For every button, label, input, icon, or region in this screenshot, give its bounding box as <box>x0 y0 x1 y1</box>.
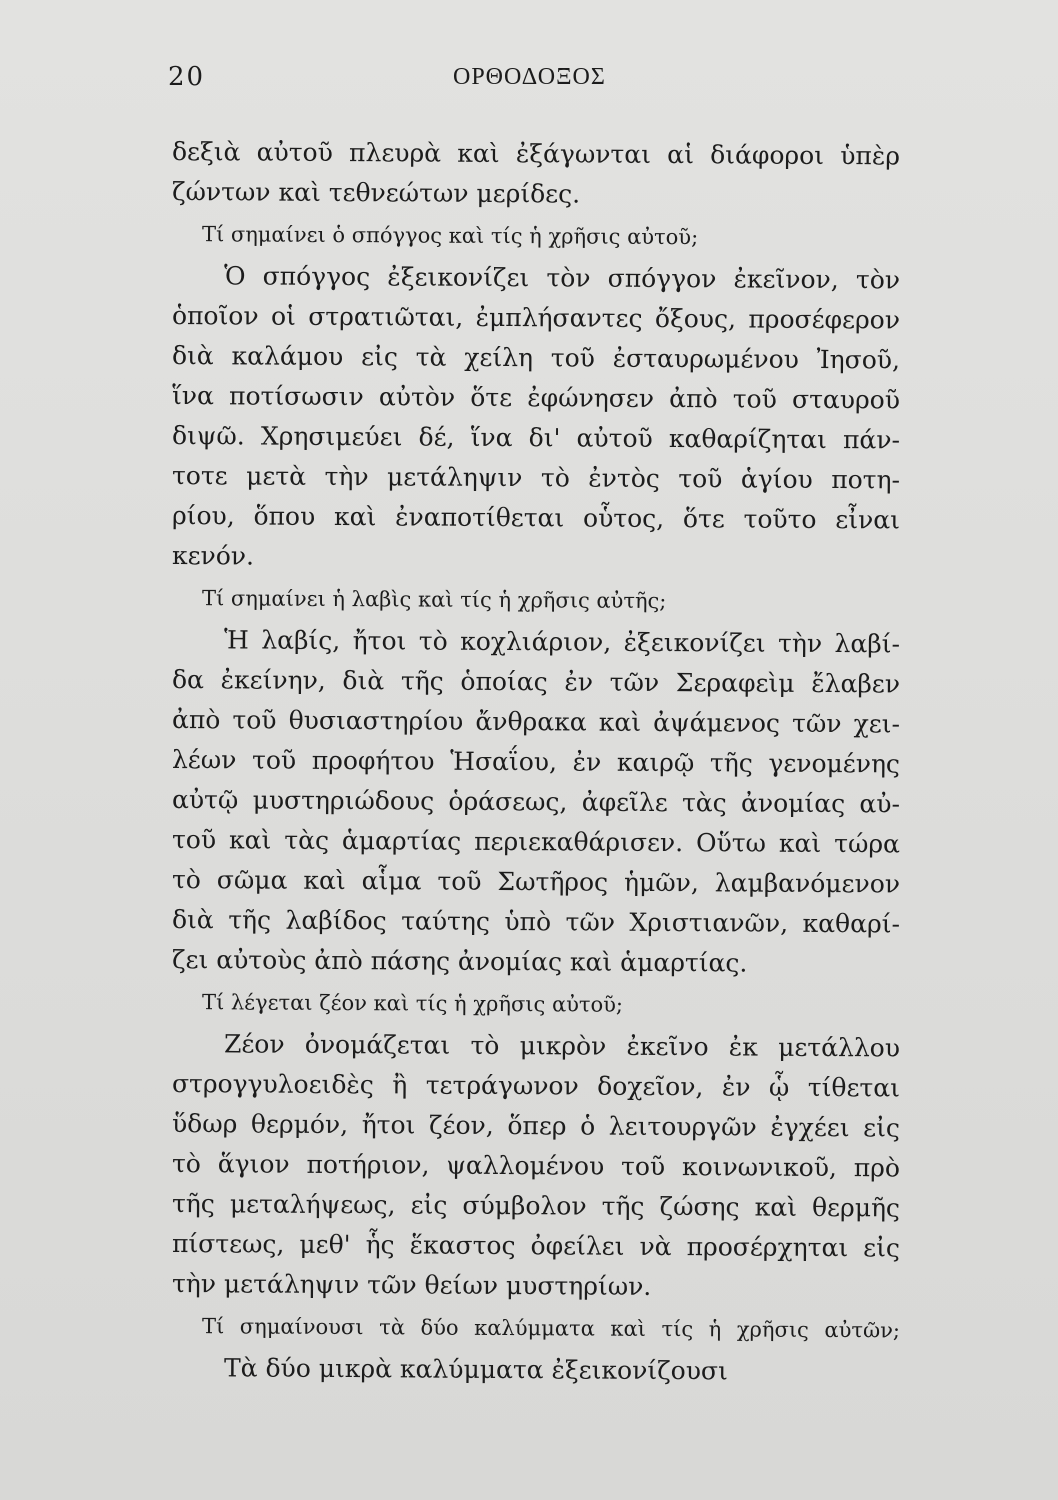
text-line: Ζέον ὀνομάζεται τὸ μικρὸν ἐκεῖνο ἐκ μετάλλου <box>223 1029 901 1063</box>
text-line: ζώντων καὶ τεθνεώτων μερίδες. <box>171 177 581 209</box>
body-text <box>172 132 900 1388</box>
text-line: τοτε μετὰ τὴν μετάληψιν τὸ ἐντὸς τοῦ ἁγίου ποτη- <box>171 461 901 495</box>
text-line: ἀπὸ τοῦ θυσιαστηρίου ἄνθρακα καὶ ἀψάμενος τῶν χει- <box>171 705 901 739</box>
text-line: ὕδωρ θερμόν, ἤτοι ζέον, ὅπερ ὁ λειτουργῶν ἐγχέει εἰς <box>171 1109 901 1143</box>
page-header <box>168 62 893 102</box>
text-line: τὴν μετάληψιν τῶν θείων μυστηρίων. <box>171 1269 652 1301</box>
text-line: δεξιὰ αὐτοῦ πλευρὰ καὶ ἐξάγωνται αἱ διάφοροι ὑπὲρ <box>171 137 901 171</box>
text-line: διὰ τῆς λαβίδος ταύτης ὑπὸ τῶν Χριστιανῶν, καθαρί- <box>171 905 901 939</box>
text-line: ζει αὐτοὺς ἀπὸ πάσης ἀνομίας καὶ ἁμαρτίας. <box>171 945 748 978</box>
text-line: ρίου, ὅπου καὶ ἐναποτίθεται οὗτος, ὅτε τοῦτο εἶναι <box>171 501 901 535</box>
question-line: Τί σημαίνουσι τὰ δύο καλύμματα καὶ τίς ἡ χρῆσις αὐτῶν; <box>201 1314 901 1343</box>
question-line: Τί σημαίνει ἡ λαβὶς καὶ τίς ἡ χρῆσις αὐτῆς; <box>201 586 667 614</box>
text-line: διὰ καλάμου εἰς τὰ χείλη τοῦ ἐσταυρωμένου Ἰησοῦ, <box>171 341 901 375</box>
text-line: Ὁ σπόγγος ἐξεικονίζει τὸν σπόγγον ἐκεῖνον, τὸν <box>223 261 901 295</box>
question-line: Τί σημαίνει ὁ σπόγγος καὶ τίς ἡ χρῆσις αὐτοῦ; <box>201 222 699 250</box>
page-number: 20 <box>168 62 206 92</box>
text-line: στρογγυλοειδὲς ἢ τετράγωνον δοχεῖον, ἐν ᾧ τίθεται <box>171 1069 901 1103</box>
text-line: ἵνα ποτίσωσιν αὐτὸν ὅτε ἐφώνησεν ἀπὸ τοῦ σταυροῦ <box>171 381 901 415</box>
text-line: αὐτῷ μυστηριώδους ὁράσεως, ἀφεῖλε τὰς ἀνομίας αὐ- <box>171 785 901 819</box>
text-line: ὁποῖον οἱ στρατιῶται, ἐμπλήσαντες ὄξους, προσέφερον <box>171 301 901 335</box>
text-line: κενόν. <box>171 541 255 571</box>
text-line: τῆς μεταλήψεως, εἰς σύμβολον τῆς ζώσης καὶ θερμῆς <box>171 1189 901 1223</box>
text-line: Τὰ δύο μικρὰ καλύμματα ἐξεικονίζουσι <box>223 1353 728 1386</box>
question-line: Τί λέγεται ζέον καὶ τίς ἡ χρῆσις αὐτοῦ; <box>201 990 624 1017</box>
text-line: Ἡ λαβίς, ἤτοι τὸ κοχλιάριον, ἐξεικονίζει τὴν λαβί- <box>223 625 901 659</box>
text-line: τοῦ καὶ τὰς ἁμαρτίας περιεκαθάρισεν. Οὕτω καὶ τώρα <box>171 825 901 859</box>
running-title: ΟΡΘΟΔΟΞΟΣ <box>453 64 606 90</box>
text-line: πίστεως, μεθ' ἧς ἕκαστος ὀφείλει νὰ προσέρχηται εἰς <box>171 1229 901 1263</box>
text-line: διψῶ. Χρησιμεύει δέ, ἵνα δι' αὐτοῦ καθαρίζηται πάν- <box>171 421 901 455</box>
text-line: τὸ ἅγιον ποτήριον, ψαλλομένου τοῦ κοινωνικοῦ, πρὸ <box>171 1149 901 1183</box>
text-line: λέων τοῦ προφήτου Ἡσαΐου, ἐν καιρῷ τῆς γενομένης <box>171 745 901 779</box>
text-line: τὸ σῶμα καὶ αἷμα τοῦ Σωτῆρος ἡμῶν, λαμβανόμενον <box>171 865 901 899</box>
text-line: δα ἐκείνην, διὰ τῆς ὁποίας ἐν τῶν Σεραφεὶμ ἔλαβεν <box>171 665 901 699</box>
